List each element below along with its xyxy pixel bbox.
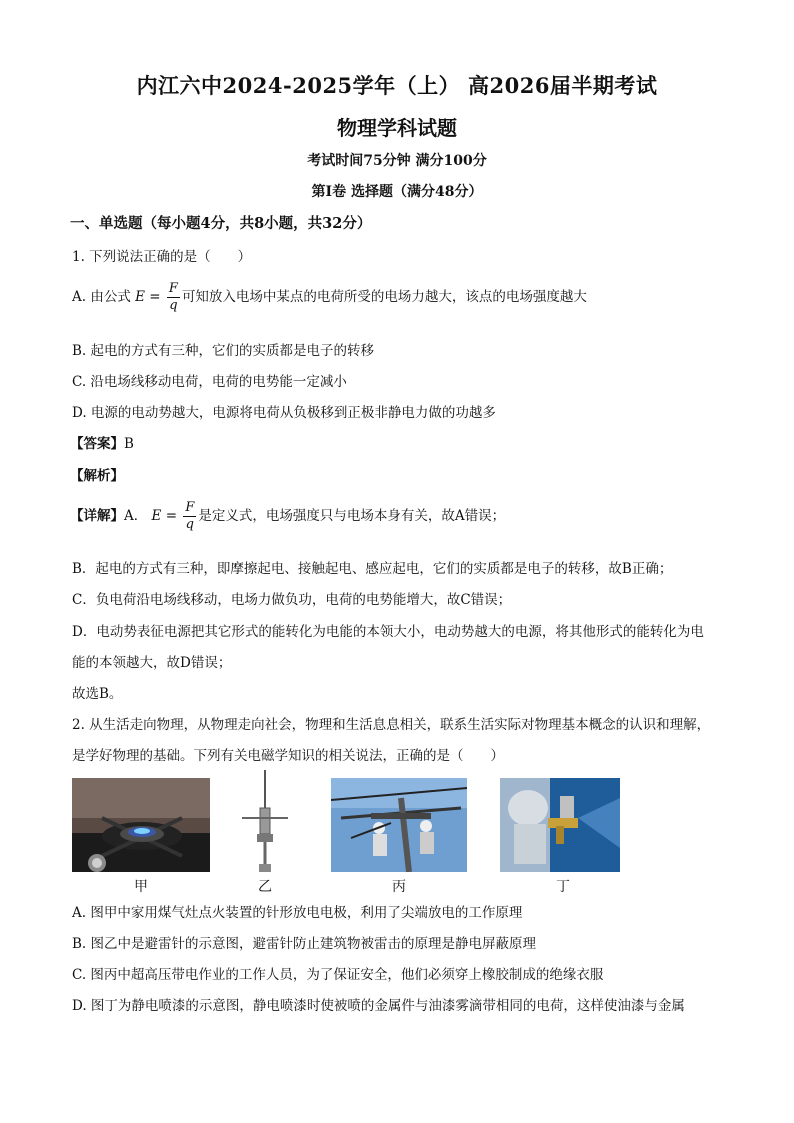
figure-ding-spray-painting [500, 778, 620, 872]
q1-option-b: B. 起电的方式有三种，它们的实质都是电子的转移 [72, 343, 375, 359]
figure-yi-lightning-rod [240, 770, 290, 874]
detail-formula-lhs: E = [151, 508, 178, 524]
conclusion: 故选B。 [72, 686, 123, 702]
detail-a [70, 500, 505, 533]
figure-bing-power-line-work [331, 778, 467, 872]
volume-title: 第Ⅰ卷 选择题（满分48分） [311, 184, 483, 200]
figure-label-jia: 甲 [134, 879, 148, 895]
detail-formula-denominator: q [183, 516, 196, 533]
q1-formula-fraction [167, 281, 180, 314]
detail-a-text: 是定义式，电场强度只与电场本身有关，故A错误； [198, 508, 506, 524]
exam-title: 内江六中2024-2025学年（上） 高2026届半期考试 [136, 73, 658, 98]
q2-option-b: B. 图乙中是避雷针的示意图，避雷针防止建筑物被雷击的原理是静电屏蔽原理 [72, 936, 537, 952]
answer-label: 【答案】 [70, 436, 124, 452]
q1-option-a-prefix: A. 由公式 [72, 289, 131, 305]
detail-d-line1: D．电动势表征电源把其它形式的能转化为电能的本领大小，电动势越大的电源，将其他形式的能转化为电 [72, 624, 704, 640]
detail-d-line2: 能的本领越大，故D错误； [72, 655, 232, 671]
q1-formula-lhs: E = [135, 289, 161, 305]
detail-b: B．起电的方式有三种，即摩擦起电、接触起电、感应起电，它们的实质都是电子的转移，故B正确； [72, 561, 673, 577]
subject-title: 物理学科试题 [337, 116, 457, 140]
q1-formula-denominator: q [167, 297, 180, 314]
figure-label-ding: 丁 [556, 879, 570, 895]
detail-formula-numerator: F [185, 500, 195, 515]
detail-a-prefix: A． [124, 508, 148, 524]
q2-stem-line1: 2. 从生活走向物理，从物理走向社会，物理和生活息息相关，联系生活实际对物理基本概念的认识和理解， [72, 717, 711, 733]
q1-stem: 1. 下列说法正确的是（ ） [72, 249, 252, 265]
q2-stem-line2: 是学好物理的基础。下列有关电磁学知识的相关说法，正确的是（ ） [72, 748, 504, 764]
q1-option-d: D. 电源的电动势越大，电源将电荷从负极移到正极非静电力做的功越多 [72, 405, 496, 421]
q1-option-a [72, 281, 587, 314]
detail-formula-fraction [183, 500, 196, 533]
answer-value: B [124, 436, 134, 452]
q1-option-c: C. 沿电场线移动电荷，电荷的电势能一定减小 [72, 374, 347, 390]
exam-info: 考试时间75分钟 满分100分 [307, 153, 487, 169]
q2-option-c: C. 图丙中超高压带电作业的工作人员，为了保证安全，他们必须穿上橡胶制成的绝缘衣服 [72, 967, 604, 983]
q1-answer [70, 432, 134, 452]
q1-formula-numerator: F [168, 281, 178, 296]
analysis-label: 【解析】 [70, 468, 124, 484]
figure-jia-gas-stove [72, 778, 210, 872]
figure-label-bing: 丙 [392, 879, 406, 895]
section-heading: 一、单选题（每小题4分，共8小题，共32分） [70, 215, 372, 232]
q2-option-a: A. 图甲中家用煤气灶点火装置的针形放电电极，利用了尖端放电的工作原理 [72, 905, 523, 921]
detail-c: C．负电荷沿电场线移动，电场力做负功，电荷的电势能增大，故C错误； [72, 592, 512, 608]
figure-label-yi: 乙 [258, 879, 272, 895]
q1-option-a-text: 可知放入电场中某点的电荷所受的电场力越大，该点的电场强度越大 [181, 289, 587, 305]
q2-option-d: D. 图丁为静电喷漆的示意图，静电喷漆时使被喷的金属件与油漆雾滴带相同的电荷，这样使油漆与金属 [72, 998, 685, 1014]
detail-label: 【详解】 [70, 508, 124, 524]
